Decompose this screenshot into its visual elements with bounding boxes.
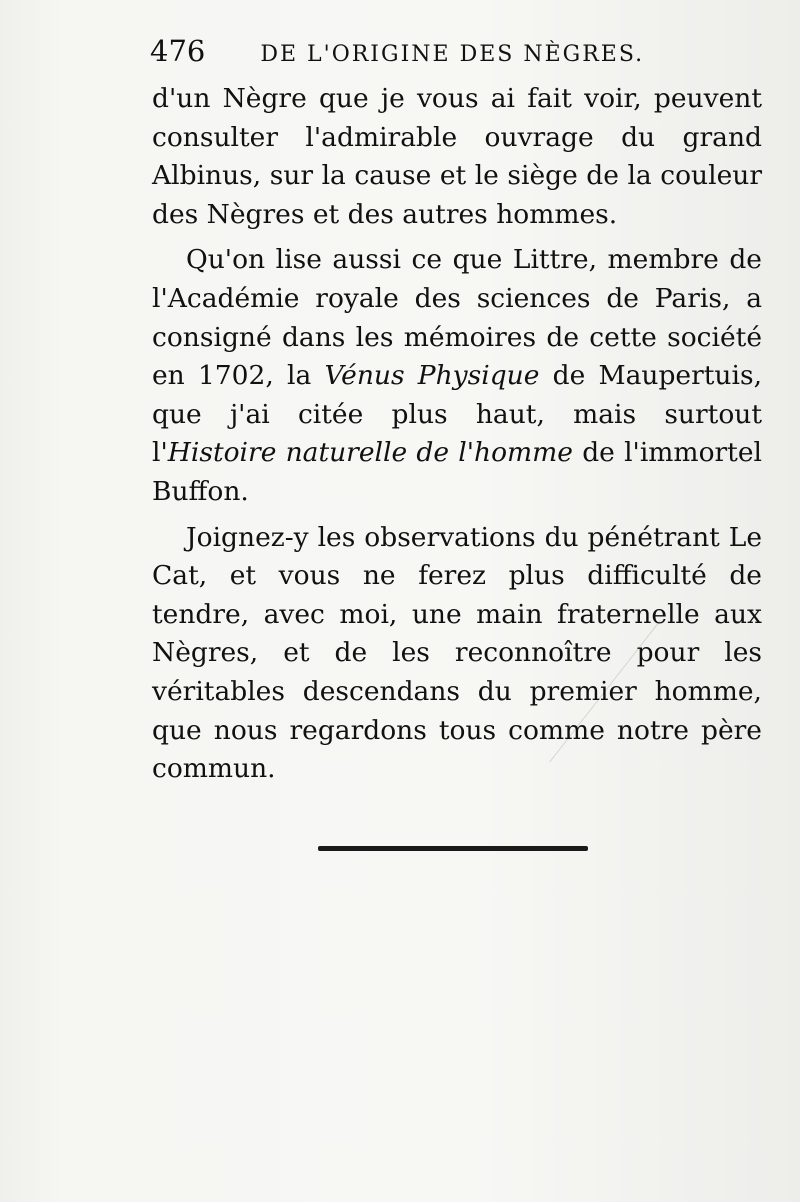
- running-head: DE L'ORIGINE DES NÈGRES.: [260, 42, 645, 67]
- page-header: [150, 34, 660, 74]
- paragraph-3-text: Joignez-y les observations du pénétrant Le Cat, et vous ne ferez plus difficulté de tendre, avec moi, une main fraternelle aux Nègres, et de les reconnoître pour les véritables descendans du premier homme, que nous regardons tous comme notre père commun.: [152, 521, 762, 785]
- end-rule: [318, 846, 588, 851]
- paragraph-1: [152, 80, 762, 234]
- paragraph-2: [152, 241, 762, 511]
- page-number: 476: [150, 34, 206, 68]
- paragraph-2-text-a: Qu'on lise aussi ce que Littre, membre de l'Académie royale des sciences de Paris, a consigné dans les mémoires de cette société en 1702, la: [152, 244, 762, 392]
- paragraph-2-text-c: de l'immortel Buffon.: [152, 437, 762, 507]
- paragraph-2-text-b: de Maupertuis, que j'ai citée plus haut, mais surtout l': [152, 360, 762, 469]
- book-title-venus-physique: Vénus Physique: [324, 360, 540, 392]
- paragraph-1-text: d'un Nègre que je vous ai fait voir, peuvent consulter l'admirable ouvrage du grand Albinus, sur la cause et le siège de la couleur des Nègres et des autres hommes.: [152, 83, 762, 230]
- book-title-histoire-naturelle: Histoire naturelle de l'homme: [167, 437, 573, 469]
